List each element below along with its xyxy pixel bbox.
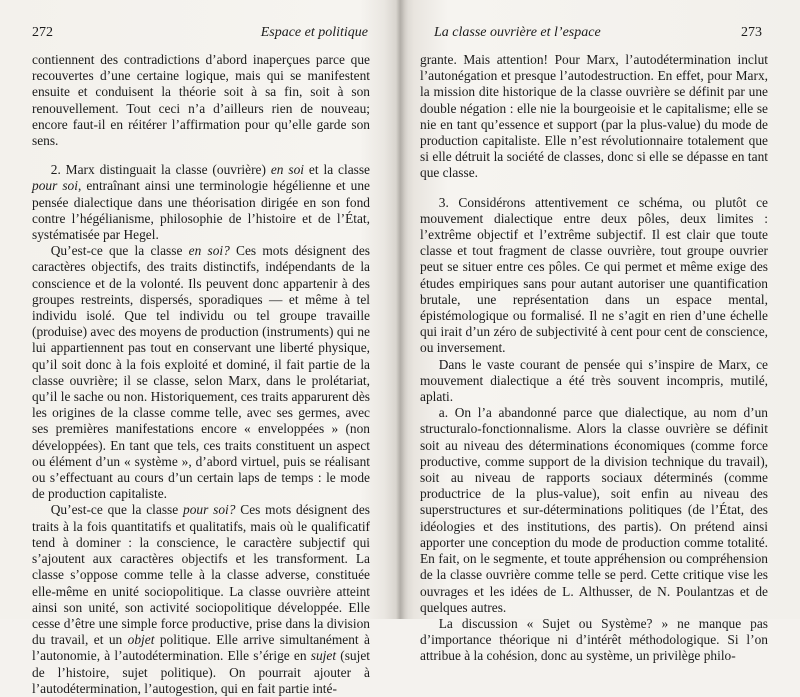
text-run: a. On l’a abandonné parce que dialectique, au nom d’un structuralo-fonctionnalisme. Alors la classe ouvrière se définit soit au niveau des déterminations économiques (comme force productive, comme support de la division technique du travail), soit au niveau de rapports sociaux déterminés (comme productrice de la plus-value), soit enfin au niveau des superstructures et sur-déterminations politiques (de l’État, des idéologies et des institutions, des partis). On prétend ainsi apporter une conception du mode de production comme totalité. En fait, on le segmente, et toute appréhension ou compréhension de la classe ouvrière comme telle se perd. Cette critique vise les ouvrages et les idées de L. Althusser, de N. Poulantzas et de quelques autres.: [420, 405, 768, 615]
running-title: Espace et politique: [260, 25, 368, 40]
numbered-paragraph: [420, 195, 768, 357]
paragraph: [420, 405, 768, 616]
text-run: politique. Elle arrive simultanément à l’autonomie, à l’autodétermination. Elle s’érige en: [32, 632, 370, 664]
text-run: La discussion « Sujet ou Système? » ne manque pas d’importance théorique ni d’intérêt méthodologique. Si l’on attribue à la cohésion, donc au système, un privilège philo-: [420, 615, 768, 664]
text-run: Ces mots désignent des caractères objectifs, des traits distinctifs, indépendants de la conscience et de la volonté. Ils peuvent donc appartenir à des groupes restreints, dispersés, sporadiques — et même à tel individu isolé. Que tel individu ou tel groupe travaille (produise) avec des moyens de production (instruments) qui ne lui appartiennent pas tout en conservant une liberté physique, qu’il soit donc à la fois exploité et dominé, il fait partie de la classe ouvrière; il se classe, selon Marx, dans le prolétariat, qu’il le sache ou non. Historiquement, ces traits apparurent dès les origines de la classe comme telle, avec ses germes, avec ses premières manifestations encore « enveloppées » (non développées). En tant que tels, ces traits constituent un aspect ou élément d’un « système », d’abord virtuel, puis se réalisant ou s’effectuant au cours d’un certain laps de temps : le mode de production capitaliste.: [32, 243, 370, 502]
italic-term: sujet: [310, 648, 337, 664]
numbered-paragraph: [32, 162, 370, 243]
text-run: Dans le vaste courant de pensée qui s’inspire de Marx, ce mouvement dialectique a été très souvent incompris, mutilé, aplati.: [420, 356, 768, 405]
italic-term: pour soi?: [183, 502, 236, 518]
right-page-body: [420, 52, 768, 665]
paragraph: [32, 243, 370, 502]
text-run: , entraînant ainsi une terminologie hégélienne et une pensée dialectique dans une théorisation dirigée en son fond contre l’hégélianisme, philosophie de l’histoire et de l’État, systématisée par Hegel.: [32, 178, 370, 243]
left-page-body: [32, 52, 370, 697]
page-number: 272: [32, 25, 53, 40]
italic-term: pour soi: [32, 178, 78, 194]
italic-term: en soi: [270, 162, 305, 178]
text-run: 2. Marx distinguait la classe (ouvrière): [50, 162, 271, 178]
text-run: et la classe: [304, 162, 371, 178]
text-run: contiennent des contradictions d’abord inaperçues parce que recouvertes d’une certaine logique, mais qui se manifestent ensuite et conduisent la théorie soit à sa fin, soit à son renouvellement. Tout ceci n’a d’ailleurs rien de nouveau; encore faut-il en réitérer l’affirmation pour qu’elle garde son sens.: [32, 52, 370, 149]
running-title: La classe ouvrière et l’espace: [434, 25, 601, 40]
paragraph: [420, 52, 768, 182]
text-run: Qu’est-ce que la classe: [50, 502, 184, 518]
page-number: 273: [741, 25, 762, 40]
text-run: 3. Considérons attentivement ce schéma, ou plutôt ce mouvement dialectique entre deux pôles, deux limites : l’extrême objectif et l’extrême subjectif. Il est clair que toute classe et tout fragment de classe ouvrière, tout groupe ouvrier peut se situer entre ces pôles. Ce qui permet et même exige des études empiriques sans pour autant autoriser une quantification brutale, une représentation dans un espace mental, épistémologique ou formalisé. Il ne s’agit en rien d’une échelle qui irait d’un zéro de subjectivité à cent pour cent de conscience, ou inversement.: [420, 194, 768, 356]
italic-term: en soi?: [188, 243, 230, 259]
paragraph: [32, 52, 370, 149]
text-run: (sujet de l’histoire, sujet politique). On pourrait ajouter à l’autodétermination, l’autogestion, qui en fait partie inté-: [32, 648, 370, 696]
paragraph: [420, 357, 768, 406]
text-run: grante. Mais attention! Pour Marx, l’autodétermination inclut l’autonégation et presque l’autodestruction. En effet, pour Marx, la mission dite historique de la classe ouvrière se définit par une double négation : elle nie la bourgeoisie et le capitalisme; elle se nie en tant qu’essence et support (par la plus-value) du mode de production capitaliste. Elle n’est révolutionnaire totalement que si elle détruit la société de classes, donc si elle se dépasse en tant que classe.: [420, 52, 768, 181]
paragraph: [32, 502, 370, 696]
text-run: Ces mots désignent des traits à la fois quantitatifs et qualitatifs, mais où le qualificatif tend à dominer : la conscience, le caractère subjectif qui s’ajoutent aux caractères objectifs et les transforment. La classe s’oppose comme telle à la classe adverse, constituée elle-même en unité sociopolitique. La classe ouvrière atteint ainsi son unité, son activité sociopolitique développée. Elle cesse d’être une simple force productive, prise dans la division du travail, et un: [32, 502, 370, 648]
left-page: [0, 0, 398, 696]
text-run: Qu’est-ce que la classe: [50, 243, 189, 259]
right-page: [402, 0, 800, 664]
paragraph: [420, 616, 768, 665]
italic-term: objet: [127, 632, 155, 648]
